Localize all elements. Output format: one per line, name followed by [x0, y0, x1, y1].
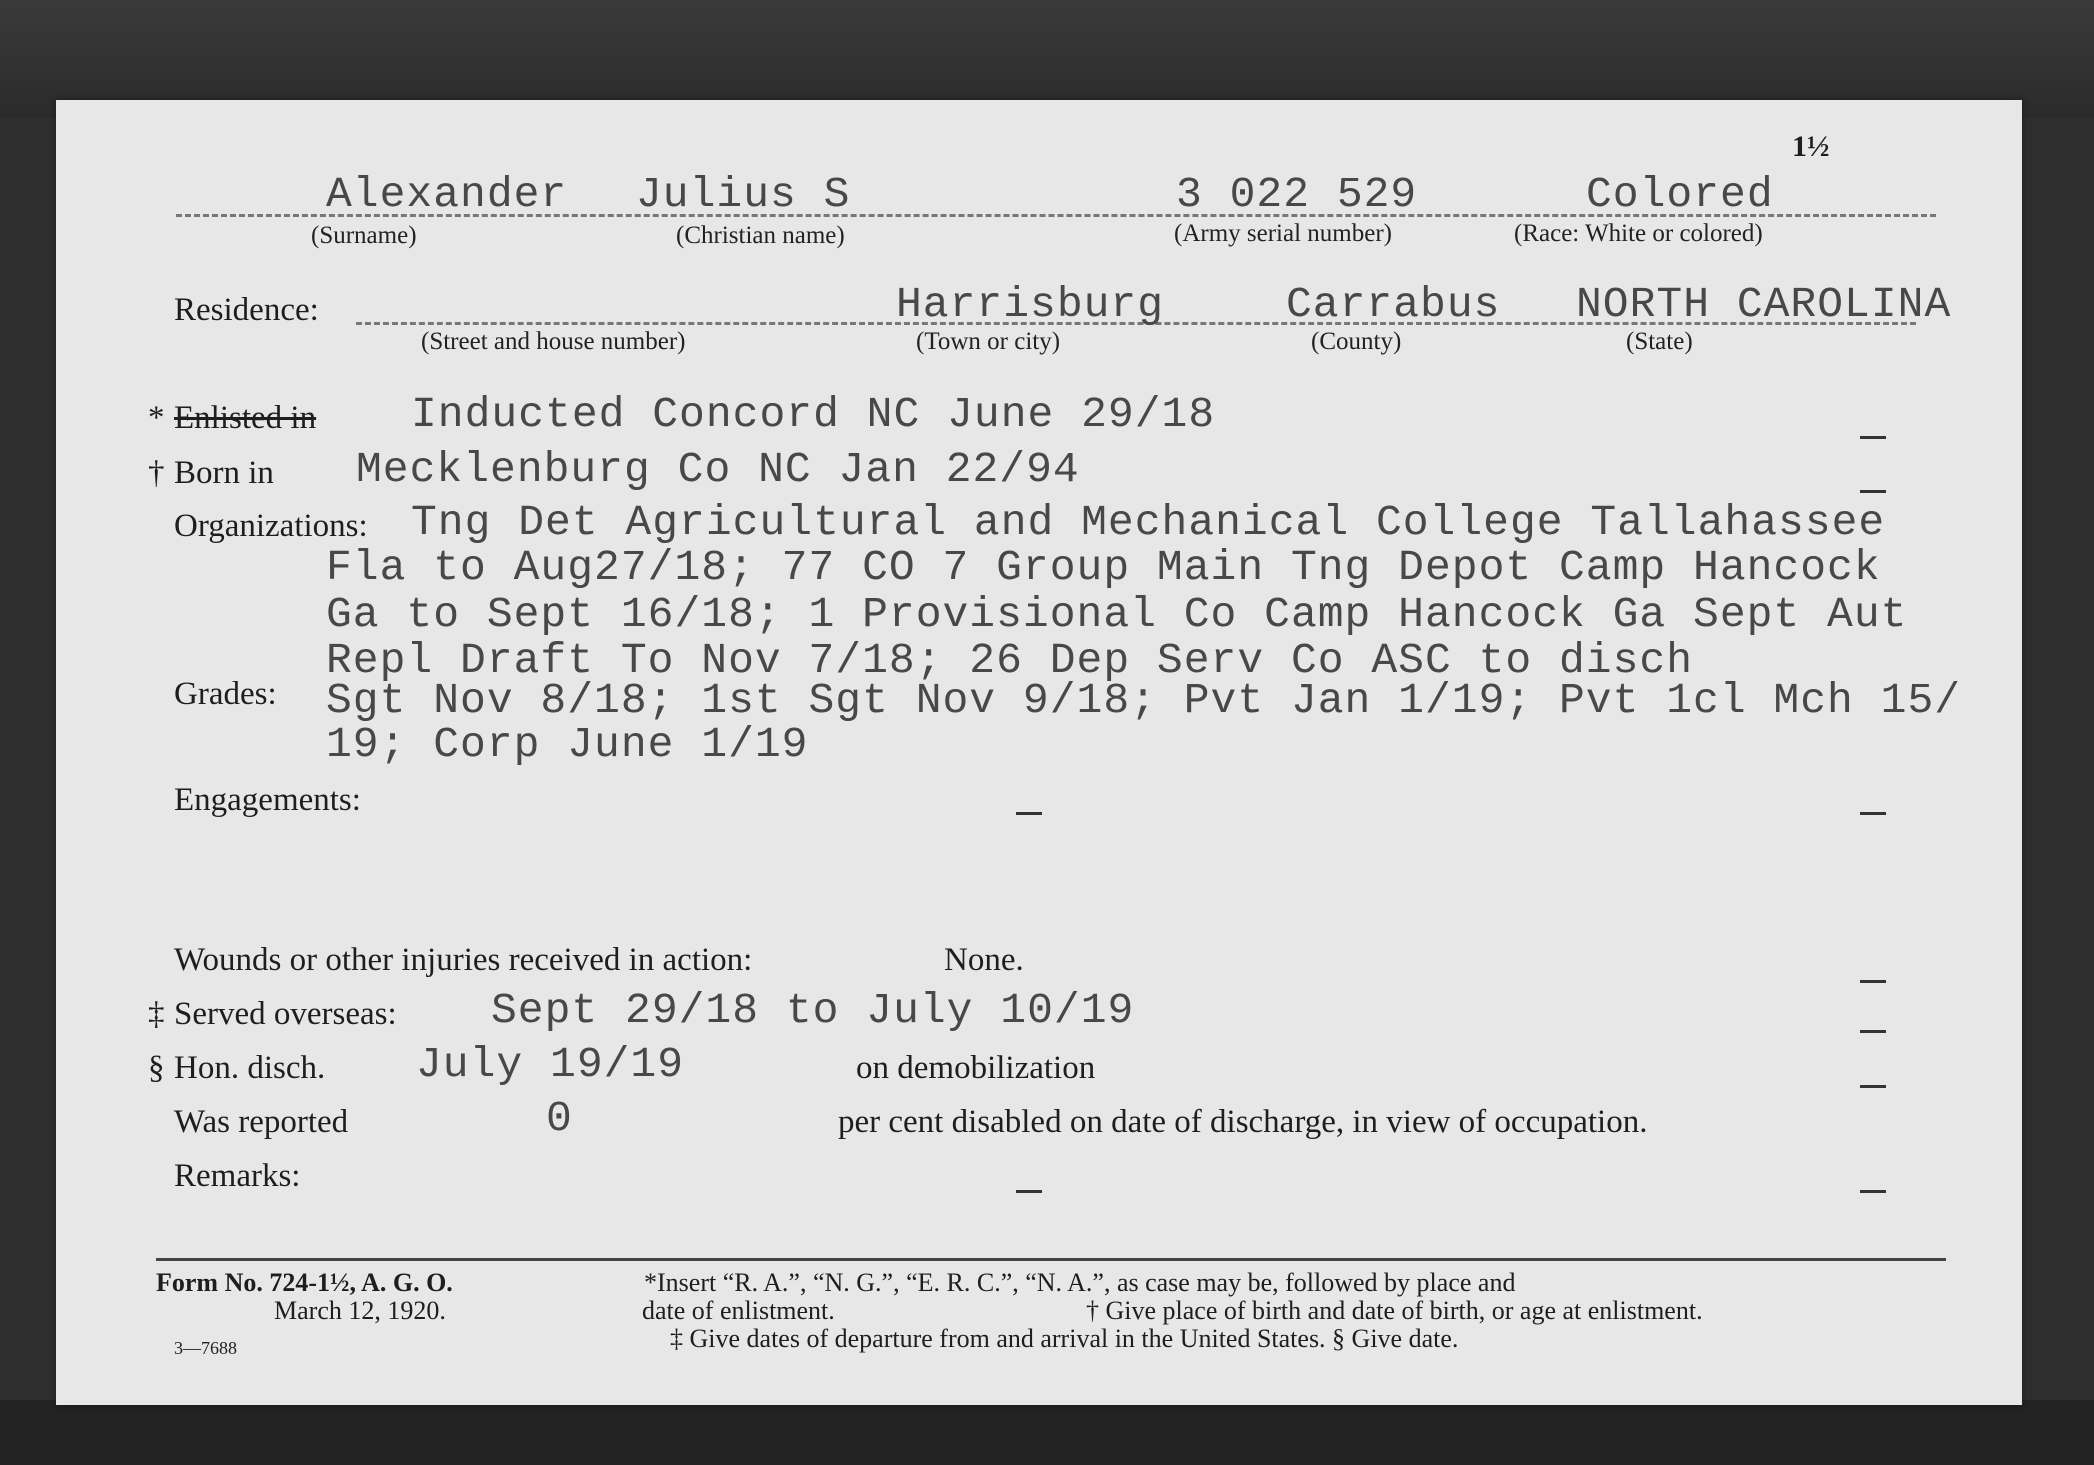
born-marker: † [148, 455, 165, 491]
footer-rule [156, 1258, 1946, 1261]
overseas-value: Sept 29/18 to July 10/19 [491, 986, 1135, 1035]
born-value: Mecklenburg Co NC Jan 22/94 [356, 445, 1080, 494]
surname-caption: (Surname) [311, 222, 417, 249]
reported-label: Was reported [174, 1104, 349, 1140]
state-caption: (State) [1626, 328, 1693, 355]
margin-mark [1860, 812, 1886, 815]
county-caption: (County) [1311, 328, 1402, 355]
wounds-label: Wounds or other injuries received in action: [174, 942, 753, 978]
born-label: Born in [174, 455, 274, 491]
margin-mark [1016, 812, 1042, 815]
discharge-marker: § [148, 1050, 165, 1086]
christian-name-caption: (Christian name) [676, 222, 845, 249]
engagements-label: Engagements: [174, 782, 361, 818]
reported-value: 0 [546, 1094, 573, 1143]
christian-name-value: Julius S [636, 170, 851, 219]
grades-line-1: Sgt Nov 8/18; 1st Sgt Nov 9/18; Pvt Jan 1/19; Pvt 1cl Mch 15/ [326, 676, 1962, 725]
margin-mark [1860, 1190, 1886, 1193]
serial-number-value: 3 022 529 [1176, 170, 1418, 219]
town-value: Harrisburg [896, 280, 1165, 329]
race-value: Colored [1586, 170, 1774, 219]
scan-background-bottom [0, 1400, 2094, 1465]
enlisted-marker: * [148, 400, 165, 436]
discharge-value: July 19/19 [416, 1040, 685, 1089]
grades-label: Grades: [174, 676, 277, 712]
serial-caption: (Army serial number) [1174, 220, 1392, 247]
organizations-line-4: Repl Draft To Nov 7/18; 26 Dep Serv Co ASC to disch [326, 636, 1694, 685]
margin-mark [1860, 1030, 1886, 1033]
margin-mark [1860, 980, 1886, 983]
organizations-line-1: Tng Det Agricultural and Mechanical College Tallahassee [411, 498, 1886, 547]
footnote-line-2b: † Give place of birth and date of birth, or age at enlistment. [1086, 1296, 1703, 1325]
remarks-label: Remarks: [174, 1158, 301, 1194]
organizations-line-2: Fla to Aug27/18; 77 CO 7 Group Main Tng Depot Camp Hancock [326, 543, 1881, 592]
service-record-card [56, 100, 2022, 1405]
form-code: 3—7688 [174, 1338, 237, 1358]
organizations-label: Organizations: [174, 508, 368, 544]
residence-label: Residence: [174, 292, 319, 328]
grades-line-2: 19; Corp June 1/19 [326, 720, 809, 769]
county-value: Carrabus [1286, 280, 1501, 329]
enlisted-label: Enlisted in [174, 400, 317, 436]
race-caption: (Race: White or colored) [1514, 220, 1763, 247]
enlisted-value: Inducted Concord NC June 29/18 [411, 390, 1216, 439]
reported-note: per cent disabled on date of discharge, in view of occupation. [838, 1104, 1648, 1140]
margin-mark [1860, 436, 1886, 439]
form-date: March 12, 1920. [274, 1296, 446, 1325]
street-caption: (Street and house number) [421, 328, 686, 355]
wounds-value: None. [944, 942, 1024, 978]
card-fraction: 1½ [1792, 130, 1830, 163]
footnote-line-1: *Insert “R. A.”, “N. G.”, “E. R. C.”, “N. A.”, as case may be, followed by place and [644, 1268, 1516, 1297]
state-value: NORTH CAROLINA [1576, 280, 1952, 329]
overseas-marker: ‡ [148, 996, 165, 1032]
discharge-label: Hon. disch. [174, 1050, 326, 1086]
margin-mark [1016, 1190, 1042, 1193]
form-number: Form No. 724-1½, A. G. O. [156, 1268, 453, 1297]
discharge-note: on demobilization [856, 1050, 1096, 1086]
overseas-label: Served overseas: [174, 996, 397, 1032]
margin-mark [1860, 490, 1886, 493]
margin-mark [1860, 1085, 1886, 1088]
town-caption: (Town or city) [916, 328, 1061, 355]
organizations-line-3: Ga to Sept 16/18; 1 Provisional Co Camp Hancock Ga Sept Aut [326, 590, 1908, 639]
footnote-line-2a: date of enlistment. [642, 1296, 835, 1325]
footnote-line-3: ‡ Give dates of departure from and arrival in the United States. § Give date. [670, 1324, 1459, 1353]
surname-value: Alexander [326, 170, 568, 219]
